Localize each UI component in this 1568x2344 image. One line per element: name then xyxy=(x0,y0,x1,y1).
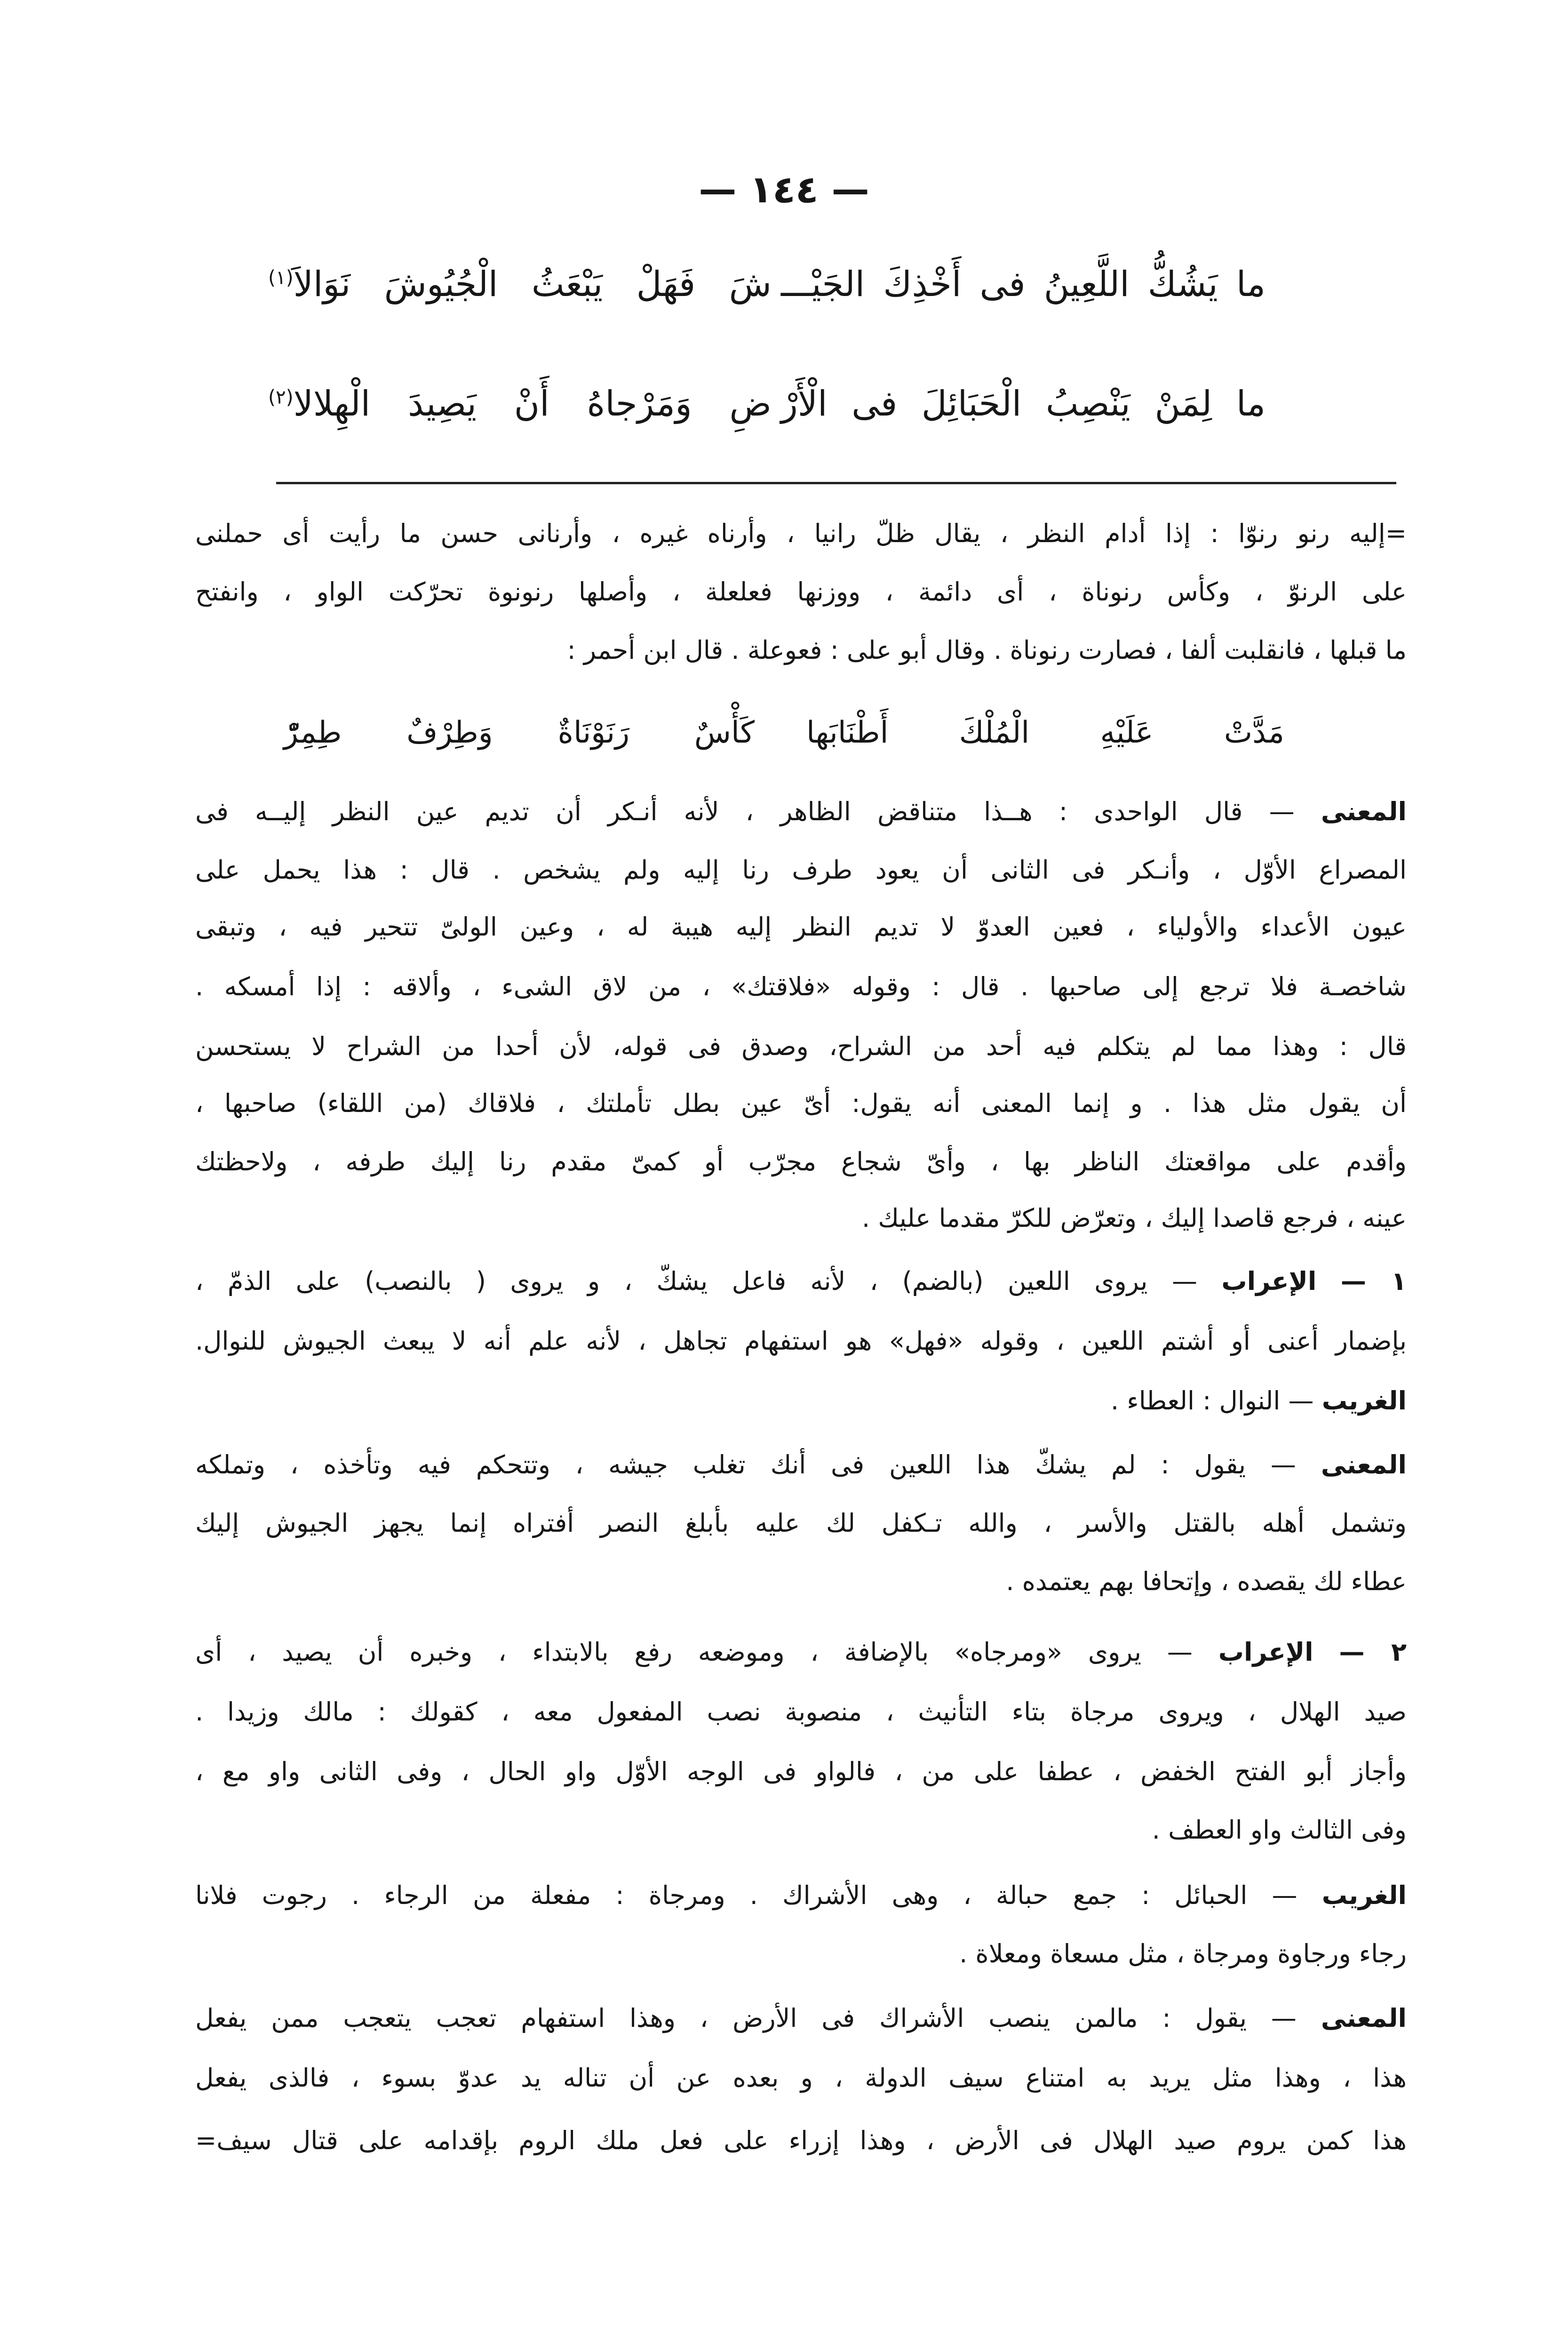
line-text: المصراع الأوّل ، وأنـكر فى الثانى أن يعود طرف رنا إليه ولم يشخص . قال : هذا يحمل على xyxy=(195,855,1407,885)
line-text: عيون الأعداء والأولياء ، فعين العدوّ لا تديم النظر إليه هيبة له ، وعين الولىّ تتحير فيه ، وتبقى xyxy=(195,912,1407,942)
commentary-line xyxy=(195,963,1407,1010)
verse-second-hemistich xyxy=(268,256,772,312)
commentary-line xyxy=(195,1748,1407,1795)
line-text: عينه ، فرجع قاصدا إليك ، وتعرّض للكرّ مقدما عليك . xyxy=(862,1203,1407,1233)
quoted-verse-first-hemistich: مَدَّتْ عَلَيْهِ الْمُلْكَ أَطْنَابَها xyxy=(806,715,1284,750)
footnote-ref: (٢) xyxy=(268,385,294,408)
commentary-line xyxy=(195,1930,1407,1977)
line-text: صيد الهلال ، ويروى مرجاة بتاء التأنيث ، منصوبة نصب المفعول معه ، كقولك : مالك وزيدا . xyxy=(195,1697,1407,1727)
note-number: ١ — xyxy=(1340,1266,1407,1296)
commentary-line xyxy=(195,1080,1407,1127)
commentary-line xyxy=(195,510,1407,557)
line-text: عطاء لك يقصده ، وإتحافا بهم يعتمده . xyxy=(1006,1567,1407,1596)
section-label: المعنى xyxy=(1321,1450,1407,1480)
verse-2 xyxy=(0,376,1568,432)
commentary-line xyxy=(195,1872,1407,1919)
verse-first-hemistich xyxy=(781,256,1266,312)
line-text: وفى الثالث واو العطف . xyxy=(1152,1815,1407,1845)
footnote-ref: (١) xyxy=(268,266,294,289)
commentary-line xyxy=(195,2055,1407,2102)
line-text: بإضمار أعنى أو أشتم اللعين ، وقوله «فهل» هو استفهام تجاهل ، لأنه علم أنه لا يبعث الجيوش للنوال. xyxy=(195,1326,1407,1356)
section-label: الإعراب xyxy=(1218,1637,1313,1667)
verse-1 xyxy=(0,256,1568,312)
section-label: الإعراب xyxy=(1221,1266,1317,1296)
section-label: المعنى xyxy=(1321,797,1407,826)
commentary-line xyxy=(195,1138,1407,1185)
commentary-line xyxy=(195,788,1407,835)
commentary-line xyxy=(195,1807,1407,1854)
commentary-line xyxy=(195,1441,1407,1488)
verse-second-hemistich xyxy=(268,376,772,432)
commentary-line xyxy=(195,1318,1407,1365)
line-text: ما قبلها ، فانقلبت ألفا ، فصارت رنوناة . وقال أبو على : فعوعلة . قال ابن أحمر : xyxy=(567,635,1407,665)
line-text: أن يقول مثل هذا . و إنما المعنى أنه يقول: أىّ عين بطل تأملتك ، فلاقاك (من اللقاء) صاحبها ، xyxy=(195,1088,1407,1118)
hemistich-text: شَ فَهَلْ يَبْعَثُ الْجُيُوشَ نَوَالاَ xyxy=(293,264,772,304)
commentary-line xyxy=(195,1995,1407,2042)
commentary-line xyxy=(195,568,1407,616)
line-text: هذا كمن يروم صيد الهلال فى الأرض ، وهذا إزراء على فعل ملك الروم بإقدامه على قتال سيف= xyxy=(195,2126,1407,2155)
commentary-line xyxy=(195,904,1407,951)
line-text: شاخصـة فلا ترجع إلى صاحبها . قال : وقوله «فلاقتك» ، من لاق الشىء ، وألاقه : إذا أمسكه . xyxy=(195,972,1407,1001)
commentary-line xyxy=(195,1023,1407,1070)
verse-first-hemistich xyxy=(781,376,1266,432)
line-text: — يقول : مالمن ينصب الأشراك فى الأرض ، وهذا استفهام تعجب يتعجب ممن يفعل xyxy=(195,2003,1321,2033)
quoted-verse xyxy=(0,704,1568,761)
commentary-line xyxy=(195,1195,1407,1242)
footnote-divider xyxy=(276,482,1396,484)
commentary-line xyxy=(195,1688,1407,1736)
line-text: رجاء ورجاوة ومرجاة ، مثل مسعاة ومعلاة . xyxy=(959,1939,1407,1968)
page-number: — ١٤٤ — xyxy=(699,168,869,211)
line-text: — النوال : العطاء . xyxy=(1110,1386,1322,1416)
quoted-verse-second-hemistich: كَأْسٌ رَنَوْنَاةٌ وَطِرْفٌ طِمِرّْ xyxy=(284,715,755,750)
commentary-line xyxy=(195,627,1407,674)
commentary-line xyxy=(195,1258,1407,1305)
line-text: وأجاز أبو الفتح الخفض ، عطفا على من ، فالواو فى الوجه الأوّل واو الحال ، وفى الثانى واو مع ، xyxy=(195,1757,1407,1786)
commentary-line xyxy=(195,1558,1407,1605)
section-label: الغريب xyxy=(1321,1386,1407,1416)
commentary-line xyxy=(195,1629,1407,1676)
line-text: على الرنوّ ، وكأس رنوناة ، أى دائمة ، ووزنها فعلعلة ، وأصلها رنونوة تحرّكت الواو ، وانفتح xyxy=(195,577,1407,607)
line-text: — قال الواحدى : هــذا متناقض الظاهر ، لأنه أنـكر أن تديم عين النظر إليــه فى xyxy=(195,797,1321,826)
commentary-line xyxy=(195,1500,1407,1547)
commentary-line xyxy=(195,847,1407,894)
line-text: قال : وهذا مما لم يتكلم فيه أحد من الشراح، وصدق فى قوله، لأن أحدا من الشراح لا يستحسن xyxy=(195,1032,1407,1061)
line-text: هذا ، وهذا مثل يريد به امتناع سيف الدولة ، و بعده عن أن تناله يد عدوّ بسوء ، فالذى يفعل xyxy=(195,2063,1407,2093)
hemistich-text: ما يَشُكُّ اللَّعِينُ فى أَخْذِكَ الجَيْـــ xyxy=(781,264,1266,304)
section-label: المعنى xyxy=(1321,2003,1407,2033)
line-text: — يروى اللعين (بالضم) ، لأنه فاعل يشكّ ، و يروى ( بالنصب) على الذمّ ، xyxy=(195,1266,1222,1296)
commentary-line xyxy=(195,2117,1407,2164)
line-text: — الحبائل : جمع حبالة ، وهى الأشراك . ومرجاة : مفعلة من الرجاء . رجوت فلانا xyxy=(195,1880,1322,1910)
section-label: الغريب xyxy=(1321,1880,1407,1910)
line-text: =إليه رنو رنوّا : إذا أدام النظر ، يقال ظلّ رانيا ، وأرناه غيره ، وأرنانى حسن ما رأيت أى حملنى xyxy=(195,519,1407,548)
line-text: — يروى «ومرجاه» بالإضافة ، وموضعه رفع بالابتداء ، وخبره أن يصيد ، أى xyxy=(195,1637,1218,1667)
hemistich-text: ضِ وَمَرْجاهُ أَنْ يَصِيدَ الْهِلالا xyxy=(293,384,772,424)
line-text: وأقدم على مواقعتك الناظر بها ، وأىّ شجاع مجرّب أو كمىّ مقدم رنا إليك طرفه ، ولاحظتك xyxy=(195,1147,1407,1176)
note-number: ٢ — xyxy=(1339,1637,1407,1667)
line-text: وتشمل أهله بالقتل والأسر ، والله تـكفل لك عليه بأبلغ النصر أفتراه إنما يجهز الجيوش إليك xyxy=(195,1508,1407,1538)
hemistich-text: ما لِمَنْ يَنْصِبُ الْحَبَائِلَ فى الْأَرْ xyxy=(781,384,1266,424)
line-text: — يقول : لم يشكّ هذا اللعين فى أنك تغلب جيشه ، وتتحكم فيه وتأخذه ، وتملكه xyxy=(195,1450,1321,1480)
commentary-line xyxy=(195,1377,1407,1424)
